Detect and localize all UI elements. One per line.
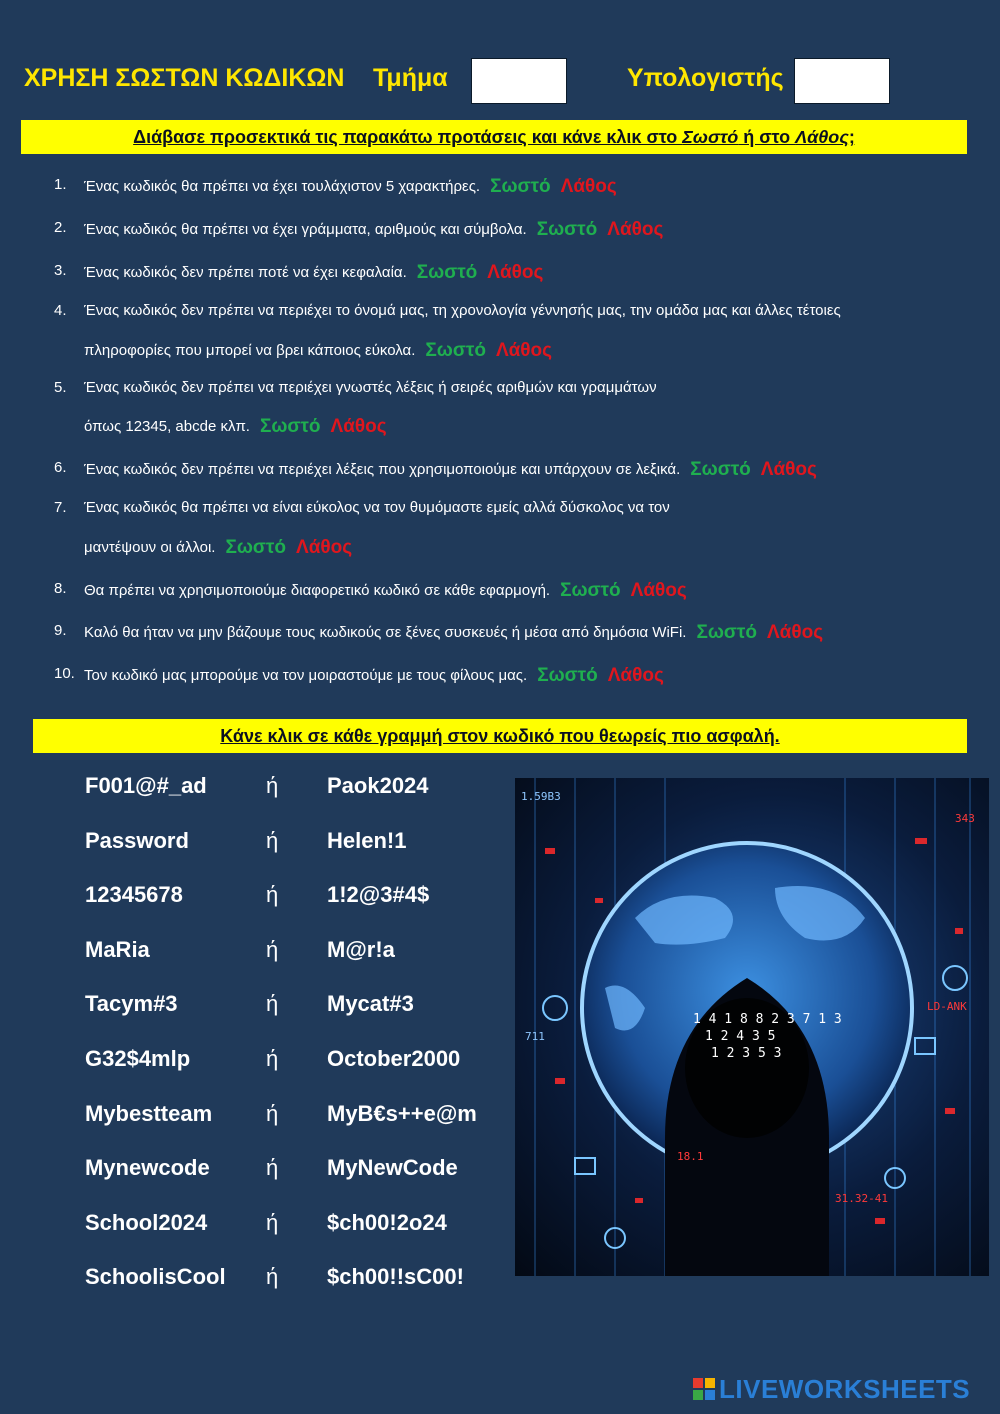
password-option-b[interactable]: M@r!a	[327, 936, 395, 962]
password-pair-row	[0, 1101, 510, 1141]
digits-text: 1 4 1 8 8 2 3 7 1 3	[693, 1012, 842, 1027]
question-item	[54, 459, 817, 480]
question-text	[84, 302, 841, 319]
password-option-a[interactable]: Mybestteam	[85, 1100, 213, 1126]
answer-wrong-button[interactable]: Λάθος	[630, 580, 687, 601]
password-pair-row	[0, 1155, 510, 1195]
question-text-line: Καλό θα ήταν να μην βάζουμε τους κωδικούς σε ξένες συσκευές ή μέσα από δημόσια WiFi.	[84, 624, 687, 641]
password-option-a[interactable]: SchoolisCool	[85, 1264, 226, 1290]
answer-correct-button[interactable]: Σωστό	[537, 665, 598, 686]
question-text-line: όπως 12345, abcde κλπ.	[84, 418, 250, 435]
hacker-image	[515, 778, 989, 1276]
password-option-b[interactable]: Mycat#3	[327, 991, 414, 1017]
image-tag: 343	[955, 812, 975, 825]
password-option-a[interactable]: Mynewcode	[85, 1155, 210, 1181]
password-option-b[interactable]: October2000	[327, 1046, 461, 1071]
password-pair-row	[0, 882, 510, 922]
password-option-a[interactable]: F001@#_ad	[85, 773, 207, 798]
question-text-line: Ένας κωδικός θα πρέπει να είναι εύκολος να τον θυμόμαστε εμείς αλλά δύσκολος να τον	[84, 499, 670, 516]
password-pair-row	[0, 991, 510, 1031]
answer-correct-button[interactable]: Σωστό	[560, 580, 621, 601]
password-option-b[interactable]: 1!2@3#4$	[327, 882, 430, 908]
instructions-banner-1	[21, 120, 967, 154]
question-text	[84, 622, 823, 644]
question-text-line: Ένας κωδικός δεν πρέπει να περιέχει λέξεις που χρησιμοποιούμε και υπάρχουν σε λεξικά.	[84, 461, 681, 478]
password-pair-row	[0, 773, 510, 813]
password-option-b[interactable]: MyNewCode	[327, 1155, 458, 1181]
image-tag: 31.32-41	[835, 1192, 888, 1205]
password-option-b[interactable]: $ch00!2o24	[327, 1209, 447, 1235]
question-number: 2.	[54, 219, 67, 236]
question-text-line: Τον κωδικό μας μπορούμε να τον μοιραστούμε με τους φίλους μας.	[84, 667, 528, 684]
question-text	[84, 219, 663, 241]
question-number: 9.	[54, 622, 67, 639]
password-option-a[interactable]: Password	[85, 827, 189, 853]
question-number: 5.	[54, 379, 67, 396]
question-text-line: Ένας κωδικός δεν πρέπει ποτέ να έχει κεφαλαία.	[84, 264, 407, 281]
answer-correct-button[interactable]: Σωστό	[536, 219, 598, 240]
page-title: ΧΡΗΣΗ ΣΩΣΤΩΝ ΚΩΔΙΚΩΝ	[24, 64, 345, 92]
question-number: 1.	[54, 176, 67, 193]
password-pair-row	[0, 937, 510, 977]
answer-correct-button[interactable]: Σωστό	[425, 340, 486, 361]
question-item	[54, 302, 841, 361]
question-item	[54, 580, 687, 601]
password-pair-row	[0, 1046, 510, 1086]
instructions-wrong-word: Λάθος	[795, 127, 849, 147]
question-number: 7.	[54, 499, 67, 516]
answer-wrong-button[interactable]: Λάθος	[607, 219, 664, 240]
answer-correct-button[interactable]: Σωστό	[696, 622, 757, 643]
answer-wrong-button[interactable]: Λάθος	[487, 262, 544, 283]
answer-correct-button[interactable]: Σωστό	[259, 416, 321, 437]
password-pair-row	[0, 1264, 510, 1304]
or-label: ή	[266, 936, 279, 962]
question-number: 6.	[54, 459, 67, 476]
question-text-line: πληροφορίες που μπορεί να βρει κάποιος εύκολα.	[84, 342, 416, 359]
computer-label: Υπολογιστής	[627, 64, 784, 92]
password-option-a[interactable]: School2024	[85, 1209, 208, 1235]
question-item	[54, 665, 664, 686]
password-pair-row	[0, 1210, 510, 1250]
answer-correct-button[interactable]: Σωστό	[225, 537, 287, 558]
or-label: ή	[266, 1046, 279, 1071]
answer-correct-button[interactable]: Σωστό	[490, 176, 551, 197]
question-text	[84, 340, 552, 362]
password-option-a[interactable]: MaRia	[85, 936, 150, 962]
logo-cube-icon	[693, 1378, 715, 1400]
computer-input[interactable]	[794, 58, 890, 104]
answer-wrong-button[interactable]: Λάθος	[296, 537, 353, 558]
image-tag: 18.1	[677, 1150, 704, 1163]
question-text	[84, 416, 387, 438]
question-item	[54, 176, 617, 197]
or-label: ή	[266, 991, 279, 1017]
password-option-a[interactable]: Tacym#3	[85, 991, 178, 1017]
question-text-line: Ένας κωδικός θα πρέπει να έχει τουλάχιστον 5 χαρακτήρες.	[84, 178, 481, 195]
instructions-banner-2: Κάνε κλικ σε κάθε γραμμή στον κωδικό που θεωρείς πιο ασφαλή.	[33, 719, 967, 753]
logo-text: LIVEWORKSHEETS	[719, 1374, 971, 1404]
class-label: Τμήμα	[373, 64, 448, 92]
password-option-b[interactable]: Paok2024	[327, 773, 429, 798]
hacker-illustration	[515, 778, 989, 1276]
password-option-a[interactable]: 12345678	[85, 882, 183, 908]
question-text-line: μαντέψουν οι άλλοι.	[84, 539, 216, 556]
question-text	[84, 262, 543, 284]
header	[0, 56, 1000, 106]
password-option-b[interactable]: MyB€s++e@m	[327, 1100, 477, 1126]
question-text	[84, 459, 817, 481]
question-item	[54, 262, 544, 283]
answer-wrong-button[interactable]: Λάθος	[330, 416, 387, 437]
instructions-text: ή στο	[738, 127, 796, 147]
question-text-line: Ένας κωδικός δεν πρέπει να περιέχει γνωστές λέξεις ή σειρές αριθμών και γραμμάτων	[84, 379, 657, 396]
question-item	[54, 622, 824, 643]
question-text	[84, 580, 687, 602]
or-label: ή	[266, 827, 279, 853]
or-label: ή	[266, 1100, 279, 1126]
answer-wrong-button[interactable]: Λάθος	[767, 622, 824, 643]
image-tag: 1.59B3	[521, 790, 561, 803]
instructions-correct-word: Σωστό	[682, 127, 739, 147]
digits-text: 1 2 4 3 5	[705, 1029, 776, 1044]
answer-wrong-button[interactable]: Λάθος	[607, 665, 664, 686]
question-text	[84, 537, 352, 559]
password-pair-row	[0, 828, 510, 868]
class-input[interactable]	[471, 58, 567, 104]
password-option-b[interactable]: Helen!1	[327, 827, 407, 853]
or-label: ή	[266, 1264, 279, 1290]
instructions-text: Διάβασε προσεκτικά τις παρακάτω προτάσεις και κάνε κλικ στο	[133, 127, 683, 147]
or-label: ή	[266, 1209, 279, 1235]
or-label: ή	[266, 773, 279, 798]
answer-wrong-button[interactable]: Λάθος	[495, 340, 553, 361]
answer-wrong-button[interactable]: Λάθος	[760, 459, 817, 480]
question-text	[84, 379, 657, 396]
question-item	[54, 219, 664, 240]
question-text	[84, 176, 617, 198]
question-text	[84, 665, 664, 687]
question-text-line: Ένας κωδικός θα πρέπει να έχει γράμματα, αριθμούς και σύμβολα.	[84, 221, 527, 238]
question-item	[54, 499, 670, 558]
question-item	[54, 379, 657, 437]
question-number: 3.	[54, 262, 67, 279]
instructions-text: ;	[848, 127, 855, 147]
question-number: 8.	[54, 580, 67, 597]
answer-correct-button[interactable]: Σωστό	[416, 262, 478, 283]
answer-correct-button[interactable]: Σωστό	[690, 459, 751, 480]
or-label: ή	[266, 882, 279, 908]
answer-wrong-button[interactable]: Λάθος	[560, 176, 617, 197]
image-tag: LD-ANK	[927, 1000, 967, 1013]
password-option-b[interactable]: $ch00!!sC00!	[327, 1264, 464, 1290]
digits-text: 1 2 3 5 3	[711, 1046, 782, 1061]
or-label: ή	[266, 1155, 279, 1181]
question-text-line: Θα πρέπει να χρησιμοποιούμε διαφορετικό κωδικό σε κάθε εφαρμογή.	[84, 582, 551, 599]
question-number: 4.	[54, 302, 67, 319]
image-tag: 711	[525, 1030, 545, 1043]
question-number: 10.	[54, 665, 75, 682]
question-text-line: Ένας κωδικός δεν πρέπει να περιέχει το όνομά μας, τη χρονολογία γέννησής μας, την ομάδα μας και άλλες τέτοιες	[84, 302, 841, 319]
password-option-a[interactable]: G32$4mlp	[85, 1046, 191, 1071]
question-text	[84, 499, 670, 516]
